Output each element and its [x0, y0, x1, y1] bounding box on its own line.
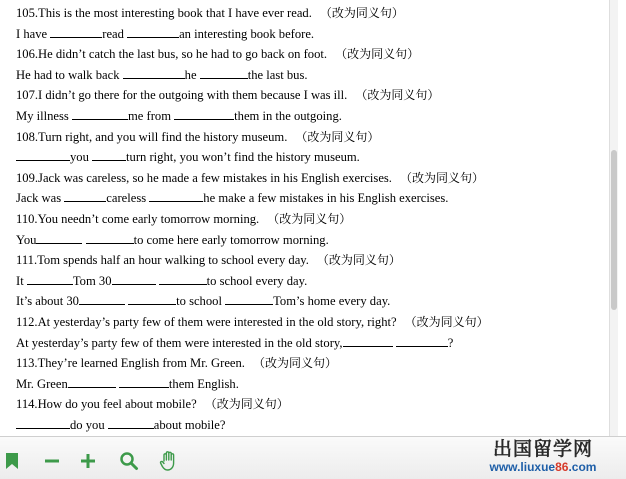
question-line [16, 250, 614, 271]
question-line [16, 353, 614, 374]
question-text: 106.He didn’t catch the last bus, so he had to go back on foot. [16, 47, 328, 62]
answer-text: careless [106, 191, 150, 206]
question-text: 114.How do you feel about mobile? [16, 397, 197, 412]
answer-blank[interactable] [79, 292, 125, 305]
answer-line [16, 65, 614, 86]
answer-blank[interactable] [16, 416, 70, 429]
answer-text: the last bus. [247, 67, 308, 82]
answer-blank[interactable] [27, 272, 73, 285]
answer-blank[interactable] [396, 334, 448, 347]
rewrite-instruction: （改为同义句） [399, 170, 484, 185]
answer-blank[interactable] [108, 416, 154, 429]
answer-line [16, 230, 614, 251]
rewrite-instruction: （改为同义句） [267, 211, 352, 226]
question-line [16, 3, 614, 24]
answer-blank[interactable] [36, 231, 82, 244]
answer-text: My illness [16, 108, 72, 123]
scrollbar-thumb[interactable] [611, 150, 617, 310]
answer-blank[interactable] [64, 189, 106, 202]
exercise-text [16, 3, 614, 435]
answer-text: them in the outgoing. [234, 108, 342, 123]
question-line [16, 394, 614, 415]
answer-text: he [184, 67, 200, 82]
rewrite-instruction: （改为同义句） [404, 314, 489, 329]
question-text: 109.Jack was careless, so he made a few mistakes in his English exercises. [16, 170, 392, 185]
question-line [16, 127, 614, 148]
question-text: 112.At yesterday’s party few of them were interested in the old story, right? [16, 314, 397, 329]
answer-blank[interactable] [174, 107, 234, 120]
answer-blank[interactable] [127, 25, 179, 38]
answer-line [16, 291, 614, 312]
answer-blank[interactable] [119, 375, 169, 388]
answer-line [16, 188, 614, 209]
rewrite-instruction: （改为同义句） [316, 253, 401, 268]
answer-text: It’s about 30 [16, 294, 79, 309]
question-text: 108.Turn right, and you will find the history museum. [16, 129, 288, 144]
answer-text: read [102, 26, 128, 41]
answer-text: Tom 30 [72, 273, 112, 288]
question-line [16, 209, 614, 230]
answer-text: Tom’s home every day. [273, 294, 391, 309]
rewrite-instruction: （改为同义句） [295, 129, 380, 144]
answer-line [16, 271, 614, 292]
answer-blank[interactable] [112, 272, 156, 285]
answer-text: Jack was [16, 191, 65, 206]
answer-text: I have [16, 26, 51, 41]
answer-blank[interactable] [149, 189, 203, 202]
answer-text: to school every day. [206, 273, 308, 288]
question-text: 113.They’re learned English from Mr. Green. [16, 356, 245, 371]
answer-text: ? [447, 335, 454, 350]
answer-text: It [16, 273, 27, 288]
zoom-out-icon[interactable] [40, 449, 64, 473]
answer-blank[interactable] [225, 292, 273, 305]
question-text: 111.Tom spends half an hour walking to school every day. [16, 253, 309, 268]
rewrite-instruction: （改为同义句） [204, 397, 289, 412]
rewrite-instruction: （改为同义句） [355, 88, 440, 103]
question-line [16, 85, 614, 106]
answer-text: You [16, 232, 37, 247]
rewrite-instruction: （改为同义句） [319, 6, 404, 20]
answer-text: an interesting book before. [179, 26, 315, 41]
answer-line [16, 147, 614, 168]
search-icon[interactable] [117, 449, 141, 473]
site-logo [478, 438, 608, 478]
vertical-scrollbar[interactable] [609, 0, 618, 436]
answer-blank[interactable] [92, 148, 126, 161]
answer-text: Mr. Green [16, 376, 68, 391]
answer-blank[interactable] [16, 148, 70, 161]
answer-line [16, 415, 614, 436]
zoom-in-icon[interactable] [76, 449, 100, 473]
answer-blank[interactable] [128, 292, 176, 305]
answer-text: to school [176, 294, 226, 309]
answer-text: do you [70, 417, 108, 432]
answer-text: them English. [168, 376, 239, 391]
answer-text: He had to walk back [16, 67, 123, 82]
question-text: 105.This is the most interesting book that I have ever read. [16, 6, 312, 20]
question-line [16, 312, 614, 333]
answer-text: At yesterday’s party few of them were interested in the old story, [16, 335, 343, 350]
answer-line [16, 374, 614, 395]
question-text: 110.You needn’t come early tomorrow morning. [16, 211, 260, 226]
answer-blank[interactable] [86, 231, 134, 244]
question-line [16, 44, 614, 65]
answer-text: to come here early tomorrow morning. [133, 232, 329, 247]
answer-blank[interactable] [343, 334, 393, 347]
answer-blank[interactable] [50, 25, 102, 38]
answer-blank[interactable] [200, 66, 248, 79]
logo-url: www.liuxue86.com [489, 460, 597, 474]
rewrite-instruction: （改为同义句） [335, 47, 420, 62]
answer-text: about mobile? [153, 417, 226, 432]
answer-text: you [70, 150, 93, 165]
rewrite-instruction: （改为同义句） [252, 356, 337, 371]
answer-text: turn right, you won’t find the history museum. [126, 150, 360, 165]
answer-blank[interactable] [159, 272, 207, 285]
answer-line [16, 333, 614, 354]
answer-text: he make a few mistakes in his English exercises. [203, 191, 449, 206]
answer-blank[interactable] [123, 66, 185, 79]
bookmark-icon[interactable] [0, 449, 24, 473]
logo-chinese-text: 出国留学网 [492, 438, 593, 460]
answer-text: me from [127, 108, 175, 123]
answer-blank[interactable] [68, 375, 116, 388]
question-text: 107.I didn’t go there for the outgoing with them because I was ill. [16, 88, 348, 103]
answer-blank[interactable] [72, 107, 128, 120]
question-line [16, 168, 614, 189]
hand-tool-icon[interactable] [157, 449, 181, 473]
answer-line [16, 106, 614, 127]
answer-line [16, 24, 614, 45]
